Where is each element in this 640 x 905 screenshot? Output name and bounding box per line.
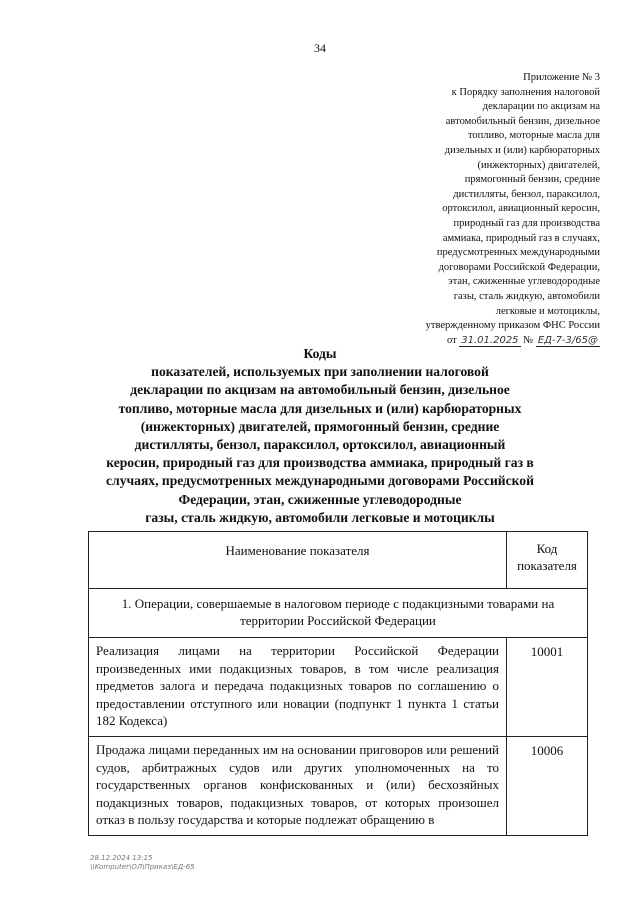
table-section-row	[89, 589, 588, 638]
appendix-line: прямогонный бензин, средние	[464, 174, 600, 186]
appendix-line: утвержденному приказом ФНС России	[425, 320, 600, 332]
table-row	[89, 638, 588, 737]
appendix-line: аммиака, природный газ в случаях,	[442, 232, 600, 244]
title-line: газы, сталь жидкую, автомобили легковые и мотоциклы	[145, 509, 495, 525]
section-heading: 1. Операции, совершаемые в налоговом периоде с подакцизными товарами на территории Российской Федерации	[89, 589, 588, 638]
title-line: Коды	[303, 346, 337, 361]
title-line: Федерации, этан, сжиженные углеводородные	[178, 491, 462, 507]
appendix-line: топливо, моторные масла для	[467, 130, 600, 142]
table-row	[89, 736, 588, 835]
appendix-line: газы, сталь жидкую, автомобили	[453, 290, 600, 302]
footer-path: \\Komputer\ОЛ\Приказ\ЕД-65	[90, 863, 195, 871]
header-indicator-name: Наименование показателя	[89, 532, 507, 589]
title-line: дистилляты, бензол, параксилол, ортоксилол, авиационный	[134, 437, 506, 453]
appendix-line: этан, сжиженные углеводородные	[448, 276, 600, 288]
indicator-code: 10006	[507, 736, 588, 835]
indicator-code: 10001	[507, 638, 588, 737]
handwritten-date: 31.01.2025	[461, 334, 519, 346]
appendix-block	[360, 71, 600, 348]
document-title	[40, 345, 600, 527]
header-indicator-code: Код показателя	[507, 532, 588, 589]
page-number: 34	[314, 41, 326, 55]
appendix-line: декларации по акцизам на	[482, 101, 600, 113]
appendix-line: автомобильный бензин, дизельное	[445, 115, 600, 127]
appendix-line: дизельных и (или) карбюраторных	[444, 144, 600, 156]
from-label: от	[446, 334, 457, 346]
appendix-line: ортоксилол, авиационный керосин,	[442, 203, 600, 215]
indicator-description: Реализация лицами на территории Российской Федерации произведенных ими подакцизных товаров, в том числе реализация предметов залога и передача подакцизных товаров по соглашению о предоставлении отступного или новации (подпункт 1 пункта 1 статьи 182 Кодекса)	[89, 638, 507, 737]
title-line: показателей, используемых при заполнении налоговой	[151, 364, 489, 380]
appendix-line: Приложение № 3	[523, 72, 600, 83]
appendix-line: природный газ для производства	[453, 217, 600, 229]
appendix-line: (инжекторных) двигателей,	[477, 159, 600, 171]
file-footer	[90, 854, 195, 872]
title-line: случаях, предусмотренных международными договорами Российской	[106, 473, 534, 489]
appendix-line: легковые и мотоциклы,	[495, 305, 600, 317]
title-line: керосин, природный газ для производства аммиака, природный газ в	[106, 455, 534, 471]
appendix-line: дистилляты, бензол, параксилол,	[453, 188, 600, 200]
appendix-line: предусмотренных международными	[436, 247, 600, 259]
title-line: (инжекторных) двигателей, прямогонный бензин, средние	[140, 418, 500, 434]
codes-table	[88, 531, 588, 836]
number-label: №	[523, 334, 534, 346]
appendix-line: к Порядку заполнения налоговой	[451, 86, 600, 98]
handwritten-order-number: ЕД-7-3/65@	[537, 334, 598, 346]
title-line: декларации по акцизам на автомобильный бензин, дизельное	[130, 382, 510, 398]
appendix-line: договорами Российской Федерации,	[438, 261, 600, 273]
footer-timestamp: 28.12.2024 13:15	[90, 854, 153, 862]
indicator-description: Продажа лицами переданных им на основании приговоров или решений судов, арбитражных судов или других уполномоченных на то государственных органов конфискованных и (или) бесхозяйных подакцизных товаров, подакцизных товаров, от которых произошел отказ в пользу государства и которые подлежат обращению в	[89, 736, 507, 835]
title-line: топливо, моторные масла для дизельных и (или) карбюраторных	[118, 400, 522, 416]
table-header-row	[89, 532, 588, 589]
